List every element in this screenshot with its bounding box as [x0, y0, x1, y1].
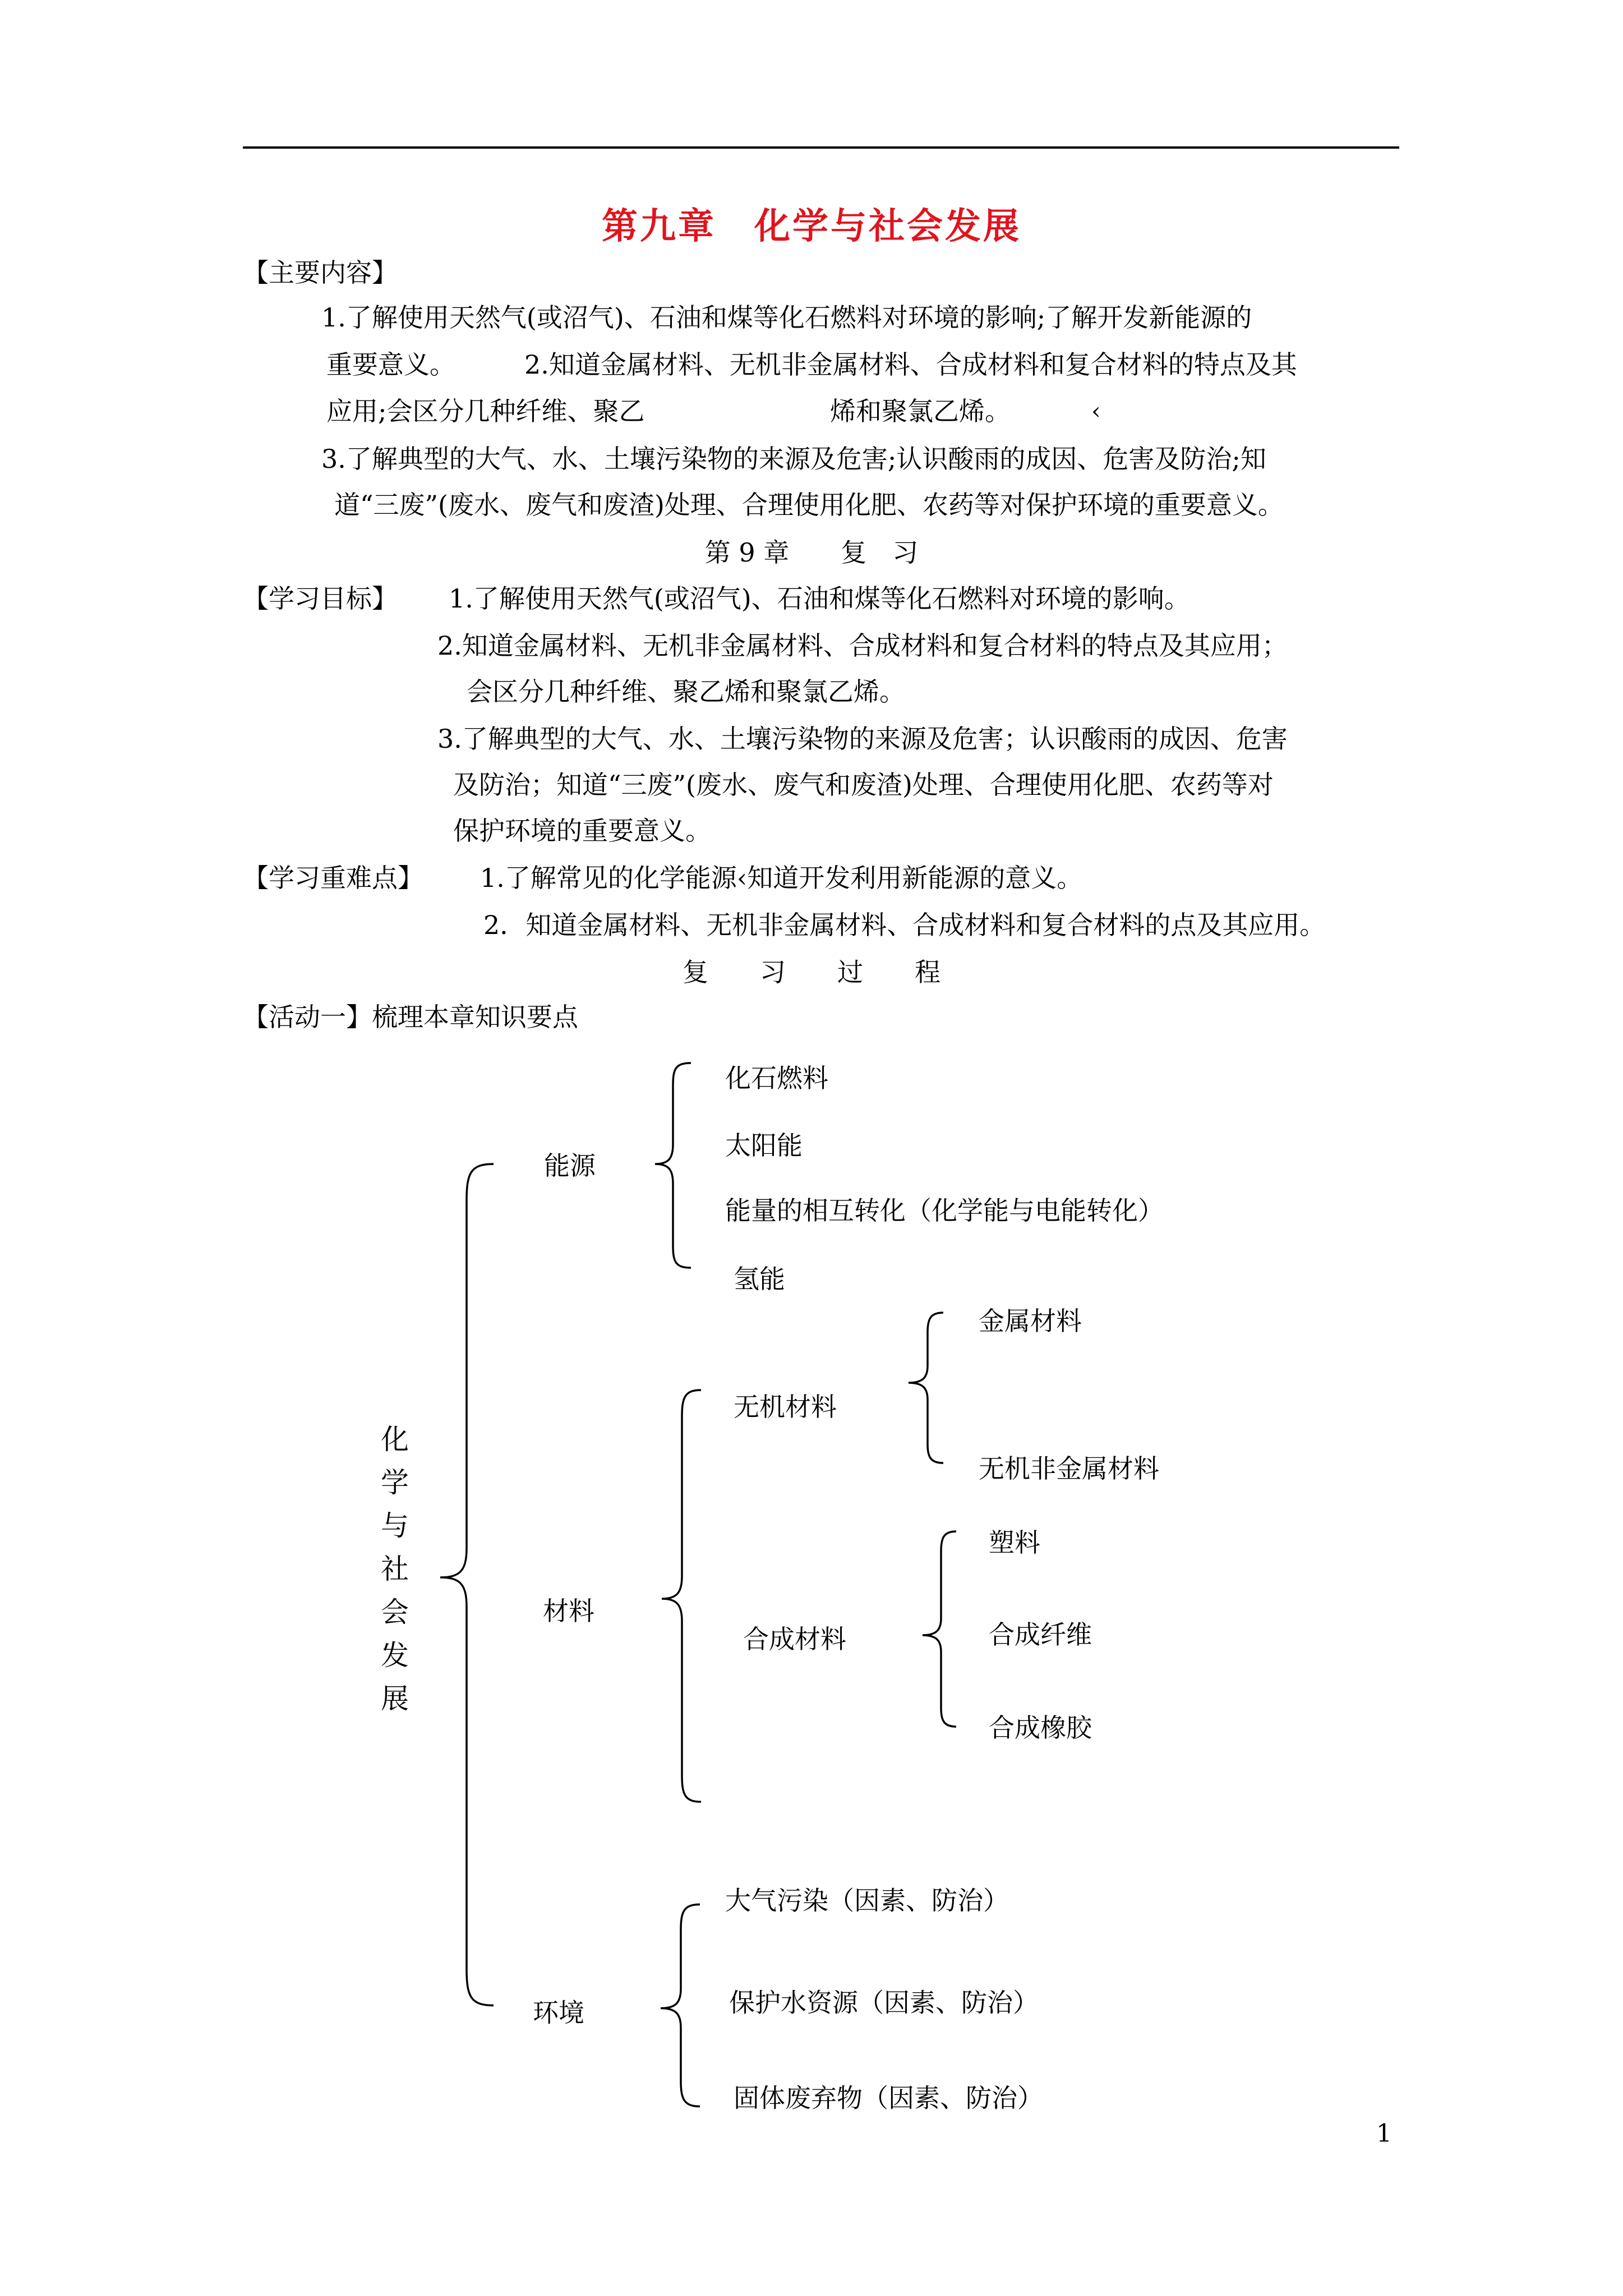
environment-item-air: 大气污染（因素、防治）	[725, 1885, 1009, 1916]
stray-mark: ‹	[1091, 397, 1101, 425]
synthetic-label: 合成材料	[743, 1624, 846, 1654]
inorganic-label: 无机材料	[734, 1392, 837, 1422]
materials-label: 材料	[543, 1596, 594, 1626]
activity-heading: 【活动一】	[243, 1002, 372, 1032]
synthetic-item-rubber: 合成橡胶	[989, 1713, 1092, 1743]
page-number: 1	[1376, 2119, 1392, 2148]
main-content-line-2b: 2.知道金属材料、无机非金属材料、合成材料和复合材料的特点及其	[524, 349, 1297, 380]
main-content-heading: 【主要内容】	[243, 257, 398, 288]
goals-line-2: 2.知道金属材料、无机非金属材料、合成材料和复合材料的特点及其应用；	[437, 631, 1288, 661]
energy-item-solar: 太阳能	[725, 1130, 803, 1161]
activity-text: 梳理本章知识要点	[372, 1002, 578, 1032]
inorganic-brace	[909, 1313, 943, 1463]
materials-brace	[662, 1390, 701, 1802]
environment-item-water: 保护水资源（因素、防治）	[729, 1987, 1039, 2018]
energy-item-fossil-fuels: 化石燃料	[725, 1063, 828, 1093]
energy-item-conversion: 能量的相互转化（化学能与电能转化）	[725, 1195, 1164, 1226]
environment-brace	[661, 1904, 700, 2106]
goals-heading: 【学习目标】	[243, 583, 398, 614]
synthetic-item-fiber: 合成纤维	[989, 1619, 1092, 1650]
environment-label: 环境	[533, 1998, 584, 2028]
page-title: 第九章 化学与社会发展	[602, 206, 1021, 247]
main-content-line-1: 1.了解使用天然气(或沼气)、石油和煤等化石燃料对环境的影响;了解开发新能源的	[321, 302, 1252, 333]
key-points-line-1: 1.了解常见的化学能源‹知道开发利用新能源的意义。	[480, 863, 1083, 893]
energy-label: 能源	[544, 1151, 596, 1181]
goals-line-3: 会区分几种纤维、聚乙烯和聚氯乙烯。	[467, 677, 905, 707]
key-points-heading: 【学习重难点】	[243, 863, 423, 893]
main-content-line-3a: 应用;会区分几种纤维、聚乙	[326, 396, 645, 426]
energy-item-hydrogen: 氢能	[734, 1264, 785, 1294]
environment-item-solid-waste: 固体废弃物（因素、防治）	[734, 2083, 1043, 2113]
goals-line-4: 3.了解典型的大气、水、土壤污染物的来源及危害；认识酸雨的成因、危害	[437, 724, 1288, 754]
goals-line-6: 保护环境的重要意义。	[453, 816, 711, 846]
diagram-root-title: 化 学 与 社 会 发 展	[381, 1423, 409, 1715]
key-points-line-2: 2．知道金属材料、无机非金属材料、合成材料和复合材料的点及其应用。	[483, 910, 1326, 940]
inorganic-item-metal: 金属材料	[979, 1306, 1082, 1336]
synthetic-item-plastic: 塑料	[989, 1527, 1040, 1558]
review-title: 第 9 章 复 习	[704, 537, 919, 568]
synthetic-brace	[923, 1531, 956, 1727]
process-title: 复 习 过 程	[683, 957, 940, 987]
goals-line-5: 及防治；知道“三废”(废水、废气和废渣)处理、合理使用化肥、农药等对	[453, 770, 1274, 800]
energy-brace	[655, 1063, 691, 1268]
main-content-line-3b: 烯和聚氯乙烯。	[830, 396, 1011, 426]
main-content-line-4: 3.了解典型的大气、水、土壤污染物的来源及危害;认识酸雨的成因、危害及防治;知	[321, 444, 1266, 474]
main-content-line-5: 道“三废”(废水、废气和废渣)处理、合理使用化肥、农药等对保护环境的重要意义。	[334, 490, 1284, 520]
inorganic-item-nonmetal: 无机非金属材料	[979, 1453, 1159, 1484]
main-content-line-2a: 重要意义。	[326, 349, 455, 380]
root-brace	[440, 1164, 494, 2005]
goals-line-1: 1.了解使用天然气(或沼气)、石油和煤等化石燃料对环境的影响。	[449, 583, 1190, 614]
